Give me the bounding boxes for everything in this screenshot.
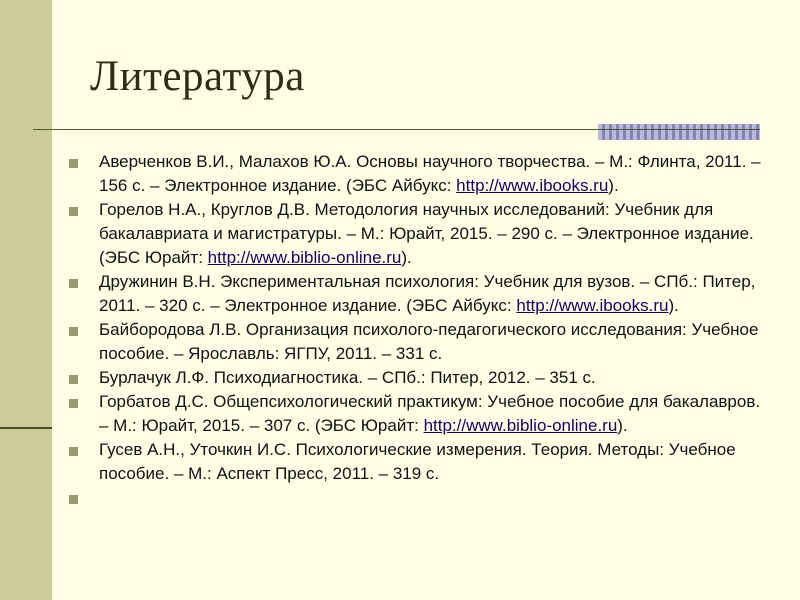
slide-title: Литература xyxy=(90,53,305,100)
left-sidebar-band xyxy=(0,0,52,600)
reference-text: Байбородова Л.В. Организация психолого-педагогического исследования: Учебное пособие. – Ярославль: ЯГПУ, 2011. – 331 с. xyxy=(99,320,759,363)
reference-text: Бурлачук Л.Ф. Психодиагностика. – СПб.: Питер, 2012. – 351 с. xyxy=(99,368,596,387)
ibooks-link[interactable]: http://www.ibooks.ru xyxy=(516,296,669,315)
reference-text: Аверченков В.И., Малахов Ю.А. Основы научного творчества. – М.: Флинта, 2011. – 156 с. – Электронное издание. (ЭБС Айбукс: xyxy=(99,152,761,195)
square-bullet-icon xyxy=(69,159,78,168)
reference-item xyxy=(68,390,768,438)
reference-closing: ). xyxy=(608,176,619,195)
reference-text: Дружинин В.Н. Экспериментальная психология: Учебник для вузов. – СПб.: Питер, 2011. – 320 с. – Электронное издание. (ЭБС Айбукс: xyxy=(99,272,756,315)
reference-item xyxy=(68,198,768,270)
square-bullet-icon xyxy=(69,447,78,456)
ibooks-link[interactable]: http://www.ibooks.ru xyxy=(456,176,609,195)
reference-closing: ). xyxy=(668,296,679,315)
square-bullet-icon xyxy=(69,495,78,504)
reference-closing: ). xyxy=(617,416,628,435)
reference-closing: ). xyxy=(401,248,412,267)
sidebar-divider xyxy=(0,427,52,429)
reference-item xyxy=(68,438,768,486)
reference-text: Горелов Н.А., Круглов Д.В. Методология научных исследований: Учебник для бакалавриата и магистратуры. – М.: Юрайт, 2015. – 290 с. – Электронное издание. (ЭБС Юрайт: xyxy=(99,200,754,267)
square-bullet-icon xyxy=(69,207,78,216)
square-bullet-icon xyxy=(69,327,78,336)
square-bullet-icon xyxy=(69,375,78,384)
biblio-online-link[interactable]: http://www.biblio-online.ru xyxy=(207,248,402,267)
square-bullet-icon xyxy=(69,279,78,288)
square-bullet-icon xyxy=(69,399,78,408)
biblio-online-link[interactable]: http://www.biblio-online.ru xyxy=(423,416,618,435)
reference-item xyxy=(68,150,768,198)
reference-text: Горбатов Д.С. Общепсихологический практикум: Учебное пособие для бакалавров. – М.: Юрайт, 2015. – 307 с. (ЭБС Юрайт: xyxy=(99,392,761,435)
reference-item xyxy=(68,270,768,318)
reference-item xyxy=(68,366,768,390)
decorative-bar xyxy=(598,124,760,140)
reference-text: Гусев А.Н., Уточкин И.С. Психологические измерения. Теория. Методы: Учебное пособие. – М.: Аспект Пресс, 2011. – 319 с. xyxy=(99,440,736,483)
reference-item xyxy=(68,318,768,366)
reference-list xyxy=(68,150,768,510)
empty-list-item xyxy=(68,486,768,510)
